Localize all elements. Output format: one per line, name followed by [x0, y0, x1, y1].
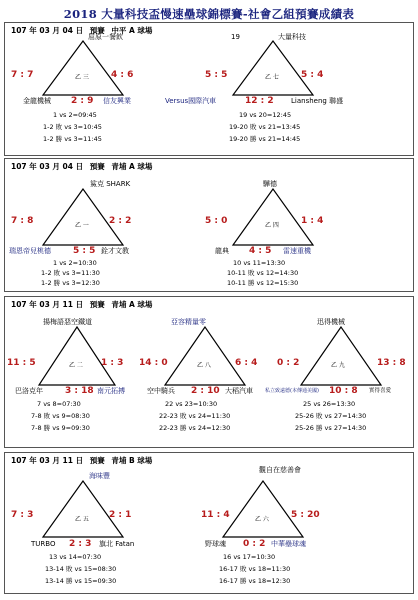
- section-date: 107 年 03 月 04 日: [11, 26, 84, 35]
- team-top: 揚梅語惡空鐵道: [43, 318, 92, 326]
- score-right: 2 : 1: [109, 510, 132, 520]
- game-2: 13-14 敗 vs 15=08:30: [45, 565, 117, 573]
- team-top: 迅得機械: [317, 318, 345, 326]
- group-label: 乙 五: [75, 516, 89, 523]
- score-bottom: 2 : 3: [69, 539, 92, 549]
- score-right: 4 : 6: [111, 70, 134, 80]
- score-right: 5 : 20: [291, 510, 320, 520]
- score-bottom: 0 : 2: [243, 539, 266, 549]
- game-2: 1-2 敗 vs 3=11:30: [41, 269, 100, 277]
- game-3: 7-8 勝 vs 9=09:30: [31, 424, 90, 432]
- game-2: 22-23 敗 vs 24=11:30: [159, 412, 231, 420]
- team-right: 銓才文教: [101, 247, 129, 255]
- score-bottom: 5 : 5: [73, 246, 96, 256]
- team-top-num: 19: [231, 33, 240, 41]
- section-date: 107 年 03 月 11 日: [11, 456, 84, 465]
- team-top: 鯊克 SHARK: [90, 180, 131, 188]
- section-stage: 預賽: [89, 456, 105, 465]
- section-stage: 預賽: [89, 162, 105, 171]
- team-right: 實得喜愛: [369, 388, 392, 394]
- team-right: 旗北 Fatan: [99, 540, 135, 548]
- score-left: 7 : 7: [11, 70, 34, 80]
- team-left: 瑞恩帝兒桃德: [9, 247, 51, 255]
- score-bottom: 10 : 8: [329, 386, 358, 396]
- game-1: 25 vs 26=13:30: [303, 400, 356, 408]
- team-left: Versus國際汽車: [165, 97, 217, 105]
- game-3: 13-14 勝 vs 15=09:30: [45, 577, 117, 585]
- section-4: [4, 452, 414, 594]
- score-bottom: 3 : 18: [65, 386, 94, 396]
- team-top: 觀自在慈善會: [259, 466, 301, 474]
- game-1: 10 vs 11=13:30: [233, 259, 286, 267]
- game-1: 1 vs 2=10:30: [53, 259, 97, 267]
- group-label: 乙 六: [255, 516, 269, 523]
- score-left: 7 : 3: [11, 510, 34, 520]
- team-left: 巴洛克年: [15, 387, 43, 395]
- team-left: 私立致遠德(本傳通美國): [265, 388, 319, 394]
- team-left: 龍典: [215, 247, 229, 255]
- game-3: 25-26 勝 vs 27=14:30: [295, 424, 367, 432]
- section-venue: 中平 A 球場: [111, 26, 153, 35]
- team-top: 亞容精量零: [171, 318, 206, 326]
- score-right: 5 : 4: [301, 70, 324, 80]
- section-venue: 青埔 A 球場: [111, 162, 153, 171]
- group-label: 乙 三: [75, 74, 89, 81]
- team-right: 大稻汽車: [225, 387, 253, 395]
- score-left: 0 : 2: [277, 358, 300, 368]
- score-left: 7 : 8: [11, 216, 34, 226]
- section-1: [4, 22, 414, 156]
- score-right: 13 : 8: [377, 358, 406, 368]
- section-3: [4, 296, 414, 448]
- game-2: 25-26 敗 vs 27=14:30: [295, 412, 367, 420]
- score-right: 1 : 4: [301, 216, 324, 226]
- group-label: 乙 九: [331, 362, 345, 369]
- score-bottom: 2 : 9: [71, 96, 94, 106]
- score-bottom: 12 : 2: [245, 96, 274, 106]
- score-left: 11 : 4: [201, 510, 230, 520]
- section-venue: 青埔 B 球場: [111, 456, 153, 465]
- team-right: 中華壘球魂: [271, 540, 306, 548]
- score-right: 2 : 2: [109, 216, 132, 226]
- game-1: 1 vs 2=09:45: [53, 111, 97, 119]
- game-3: 10-11 勝 vs 12=15:30: [227, 279, 299, 287]
- team-right: 信友興業: [103, 97, 131, 105]
- game-1: 19 vs 20=12:45: [239, 111, 292, 119]
- game-1: 22 vs 23=10:30: [165, 400, 218, 408]
- game-3: 1-2 勝 vs 3=11:45: [43, 135, 102, 143]
- group-label: 乙 四: [265, 222, 279, 229]
- group-label: 乙 七: [265, 74, 279, 81]
- game-2: 16-17 敗 vs 18=11:30: [219, 565, 291, 573]
- game-2: 10-11 敗 vs 12=14:30: [227, 269, 299, 277]
- team-left: TURBO: [31, 540, 56, 548]
- section-date: 107 年 03 月 11 日: [11, 300, 84, 309]
- group-label: 乙 八: [197, 362, 211, 369]
- team-top: 驊德: [263, 180, 277, 188]
- group-label: 乙 一: [75, 222, 89, 229]
- section-date: 107 年 03 月 04 日: [11, 162, 84, 171]
- score-bottom: 4 : 5: [249, 246, 272, 256]
- game-3: 1-2 勝 vs 3=12:30: [41, 279, 100, 287]
- section-stage: 預賽: [89, 300, 105, 309]
- score-right: 6 : 4: [235, 358, 258, 368]
- score-left: 14 : 0: [139, 358, 168, 368]
- section-stage: 預賽: [89, 26, 105, 35]
- game-2: 19-20 敗 vs 21=13:45: [229, 123, 301, 131]
- section-venue: 青埔 A 球場: [111, 300, 153, 309]
- score-left: 11 : 5: [7, 358, 36, 368]
- group-label: 乙 二: [69, 362, 83, 369]
- game-3: 22-23 勝 vs 24=12:30: [159, 424, 231, 432]
- team-left: 空中騎兵: [147, 387, 175, 395]
- team-right: 南元拓搏: [97, 387, 125, 395]
- game-1: 13 vs 14=07:30: [49, 553, 102, 561]
- score-left: 5 : 0: [205, 216, 228, 226]
- team-top: 大量科技: [278, 33, 306, 41]
- game-2: 7-8 敗 vs 9=08:30: [31, 412, 90, 420]
- team-top: 海味豐: [89, 472, 110, 480]
- score-left: 5 : 5: [205, 70, 228, 80]
- game-3: 16-17 勝 vs 18=12:30: [219, 577, 291, 585]
- team-left: 金龍機械: [23, 97, 51, 105]
- team-right: Liansheng 聯盛: [291, 97, 344, 105]
- section-2: [4, 158, 414, 292]
- team-top: 屈原一餐飲: [88, 33, 123, 41]
- game-2: 1-2 敗 vs 3=10:45: [43, 123, 102, 131]
- game-3: 19-20 勝 vs 21=14:45: [229, 135, 301, 143]
- game-1: 7 vs 8=07:30: [37, 400, 81, 408]
- team-left: 野球魂: [205, 540, 226, 548]
- score-right: 1 : 3: [101, 358, 124, 368]
- game-1: 16 vs 17=10:30: [223, 553, 276, 561]
- team-right: 雷速重機: [283, 247, 311, 255]
- page-title: 2018 大量科技盃慢速壘球錦標賽-社會乙組預賽成績表: [63, 7, 355, 21]
- score-bottom: 2 : 10: [191, 386, 220, 396]
